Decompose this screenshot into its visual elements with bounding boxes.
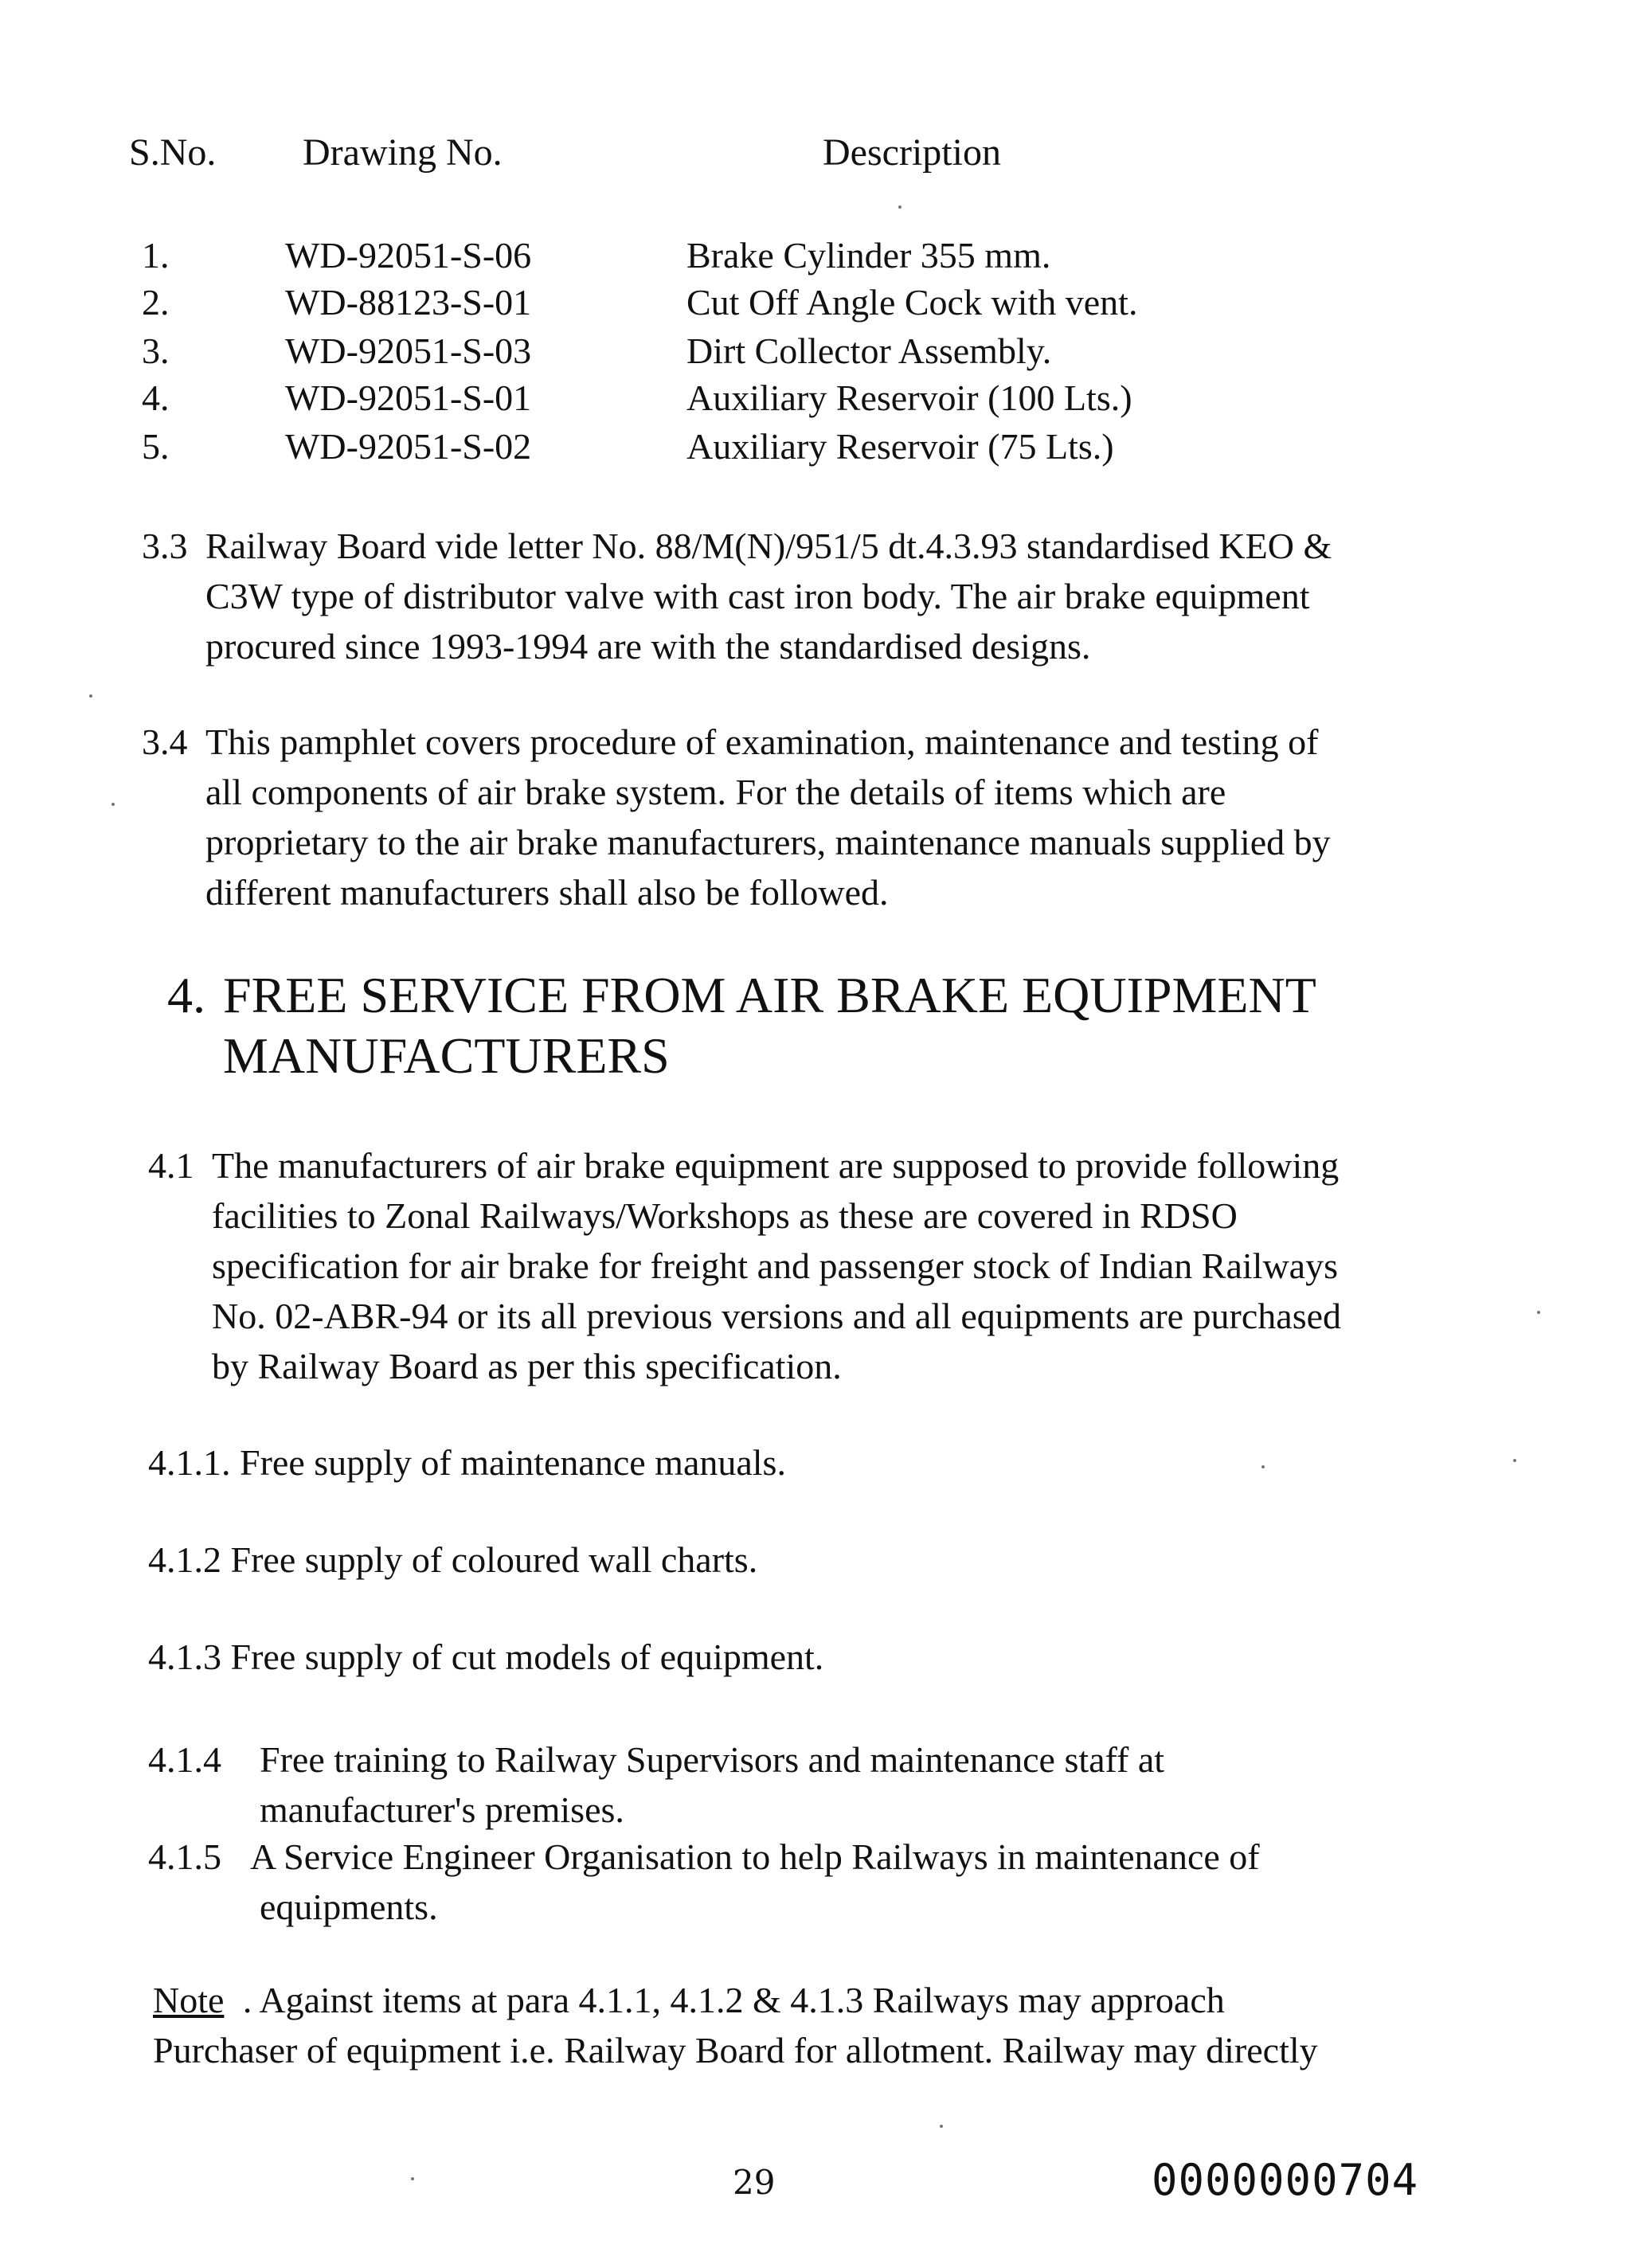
note-line: Purchaser of equipment i.e. Railway Board for allotment. Railway may directly xyxy=(153,2030,1318,2071)
item-text: Free supply of coloured wall charts. xyxy=(230,1539,758,1580)
paragraph-number: 3.3 xyxy=(142,526,188,566)
item-text: Free supply of cut models of equipment. xyxy=(230,1636,824,1677)
table-cell-description: Cut Off Angle Cock with vent. xyxy=(686,282,1138,323)
table-cell-description: Dirt Collector Assembly. xyxy=(686,330,1052,371)
table-cell-description: Brake Cylinder 355 mm. xyxy=(686,235,1051,276)
paragraph-3-4 xyxy=(142,717,1496,917)
paragraph-line: proprietary to the air brake manufacturers, maintenance manuals supplied by xyxy=(205,822,1331,862)
scan-speck xyxy=(111,803,115,806)
page-number: 29 xyxy=(733,2163,776,2202)
paragraph-line: all components of air brake system. For the details of items which are xyxy=(205,772,1226,812)
table-header-sno: S.No. xyxy=(129,131,217,174)
table-cell-sno: 2. xyxy=(142,282,170,323)
paragraph-4-1 xyxy=(148,1140,1502,1391)
paragraph-line: C3W type of distributor valve with cast iron body. The air brake equipment xyxy=(205,576,1310,616)
scan-speck xyxy=(898,205,902,209)
paragraph-line: procured since 1993-1994 are with the standardised designs. xyxy=(205,626,1091,667)
paragraph-line: The manufacturers of air brake equipment are supposed to provide following xyxy=(212,1145,1340,1186)
item-text: Free supply of maintenance manuals. xyxy=(240,1442,786,1483)
paragraph-line: No. 02-ABR-94 or its all previous versions and all equipments are purchased xyxy=(212,1296,1342,1336)
table-header-description: Description xyxy=(823,131,1001,174)
item-line: equipments. xyxy=(260,1887,438,1927)
list-item-4-1-5 xyxy=(148,1832,1502,1932)
table-cell-sno: 5. xyxy=(142,426,170,467)
paragraph-line: This pamphlet covers procedure of examination, maintenance and testing of xyxy=(205,721,1319,762)
table-cell-drawing: WD-92051-S-06 xyxy=(285,235,532,276)
scan-speck xyxy=(1537,1311,1540,1314)
table-cell-description: Auxiliary Reservoir (100 Lts.) xyxy=(686,377,1132,418)
table-cell-drawing: WD-92051-S-01 xyxy=(285,377,532,418)
scan-speck xyxy=(411,2177,414,2180)
paragraph-line: facilities to Zonal Railways/Workshops as these are covered in RDSO xyxy=(212,1195,1238,1236)
section-heading xyxy=(167,965,1521,1086)
paragraph-line: different manufacturers shall also be followed. xyxy=(205,872,889,913)
note-block xyxy=(153,1975,1507,2075)
paragraph-number: 3.4 xyxy=(142,721,188,762)
scan-speck xyxy=(1513,1459,1516,1462)
item-number: 4.1.1. xyxy=(148,1442,231,1483)
scan-speck xyxy=(1261,1465,1265,1468)
item-number: 4.1.3 xyxy=(148,1636,221,1677)
scan-speck xyxy=(940,2125,943,2128)
paragraph-number: 4.1 xyxy=(148,1145,194,1186)
table-cell-drawing: WD-92051-S-02 xyxy=(285,426,532,467)
table-cell-drawing: WD-92051-S-03 xyxy=(285,330,532,371)
table-header-drawing: Drawing No. xyxy=(303,131,503,174)
table-cell-drawing: WD-88123-S-01 xyxy=(285,282,532,323)
paragraph-line: Railway Board vide letter No. 88/M(N)/951/5 dt.4.3.93 standardised KEO & xyxy=(205,526,1332,566)
document-id: 0000000704 xyxy=(1152,2155,1419,2205)
paragraph-3-3 xyxy=(142,521,1496,671)
note-label: Note xyxy=(153,1980,225,2020)
table-cell-description: Auxiliary Reservoir (75 Lts.) xyxy=(686,426,1114,467)
item-line: A Service Engineer Organisation to help Railways in maintenance of xyxy=(250,1836,1260,1877)
list-item-4-1-4 xyxy=(148,1734,1502,1835)
note-line: . Against items at para 4.1.1, 4.1.2 & 4.1.3 Railways may approach xyxy=(242,1980,1225,2020)
item-number: 4.1.5 xyxy=(148,1836,221,1877)
item-line: Free training to Railway Supervisors and maintenance staff at xyxy=(260,1739,1165,1780)
list-item-4-1-2 xyxy=(148,1539,758,1580)
section-number: 4. xyxy=(167,967,205,1023)
table-cell-sno: 3. xyxy=(142,330,170,371)
item-line: manufacturer's premises. xyxy=(260,1789,624,1830)
item-number: 4.1.4 xyxy=(148,1739,221,1780)
section-title-line: FREE SERVICE FROM AIR BRAKE EQUIPMENT xyxy=(223,967,1316,1023)
paragraph-line: specification for air brake for freight and passenger stock of Indian Railways xyxy=(212,1245,1338,1286)
scan-speck xyxy=(89,694,92,698)
list-item-4-1-3 xyxy=(148,1636,824,1677)
section-title-line: MANUFACTURERS xyxy=(223,1027,670,1084)
item-number: 4.1.2 xyxy=(148,1539,221,1580)
list-item-4-1-1 xyxy=(148,1442,786,1483)
paragraph-line: by Railway Board as per this specification. xyxy=(212,1346,842,1386)
table-cell-sno: 4. xyxy=(142,377,170,418)
table-cell-sno: 1. xyxy=(142,235,170,276)
